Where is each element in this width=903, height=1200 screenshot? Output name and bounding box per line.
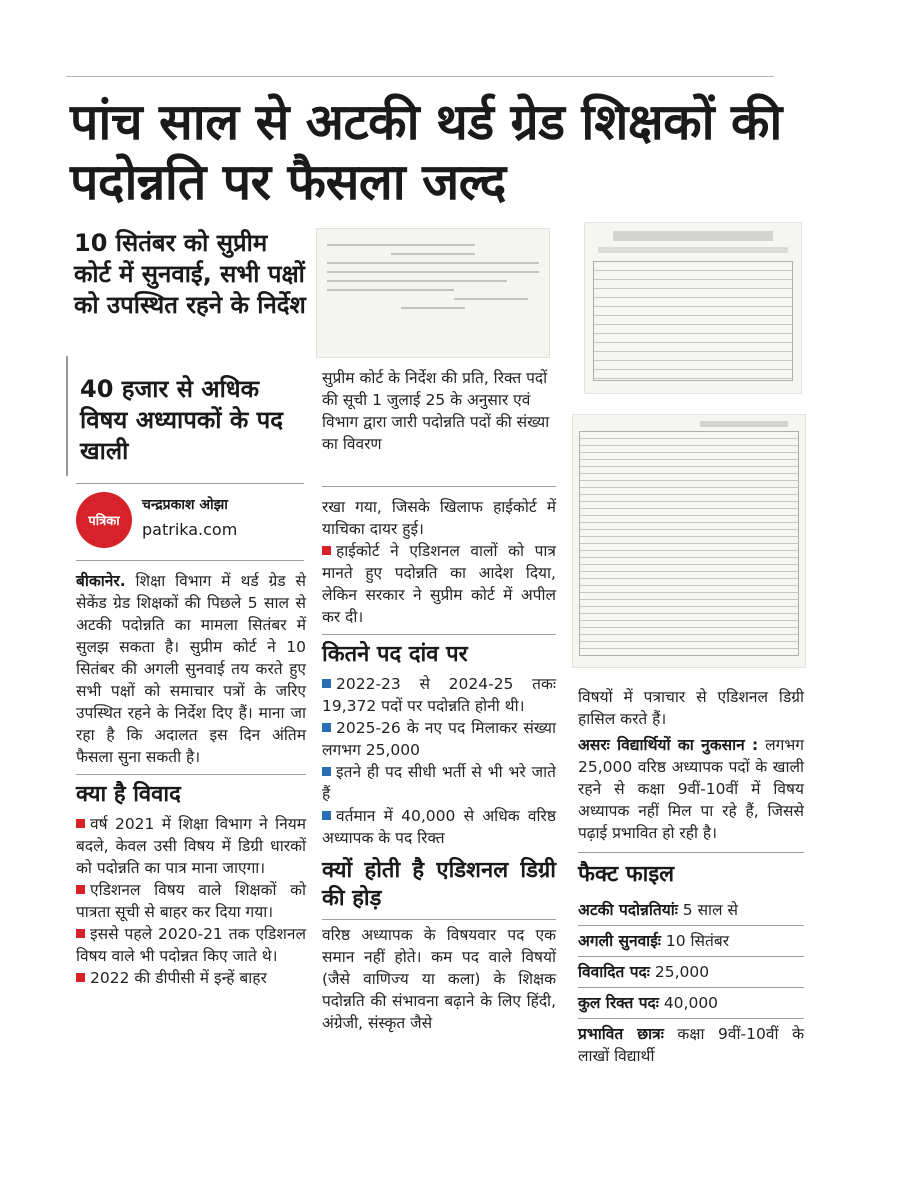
divider [322, 486, 556, 487]
list-item: एडिशनल विषय वाले शिक्षकों को पात्रता सूची से बाहर कर दिया गया। [76, 881, 306, 921]
fact-row: अगली सुनवाईः 10 सितंबर [578, 926, 804, 957]
bullet-icon [322, 767, 331, 776]
divider [76, 483, 304, 484]
continued-text: रखा गया, जिसके खिलाफ हाईकोर्ट में याचिका दायर हुई। [322, 498, 556, 538]
fact-row: अटकी पदोन्नतियांः 5 साल से [578, 895, 804, 926]
column-2 [322, 496, 556, 1034]
bullet-icon [76, 885, 85, 894]
list-item: वर्ष 2021 में शिक्षा विभाग ने नियम बदले, केवल उसी विषय में डिग्री धारकों को पदोन्नति का पात्र माना जाएगा। [76, 815, 306, 877]
impact-paragraph [578, 734, 804, 844]
divider [578, 852, 804, 853]
continued-text: विषयों में पत्राचार से एडिशनल डिग्री हासिल करते हैं। [578, 688, 804, 728]
bullet-icon [76, 973, 85, 982]
top-rule [66, 76, 774, 77]
bullet-icon [322, 811, 331, 820]
impact-text: लगभग 25,000 वरिष्ठ अध्यापक पदों के खाली रहने से कक्षा 9वीं-10वीं में विषय अध्यापक नहीं मिल पा रहे हैं, जिससे पढ़ाई प्रभावित हो रही है। [578, 736, 804, 842]
author-name: चन्द्रप्रकाश ओझा [142, 497, 228, 513]
patrika-logo: पत्रिका [76, 492, 132, 548]
divider [322, 634, 556, 635]
subheading-1: 10 सितंबर को सुप्रीम कोर्ट में सुनवाई, सभी पक्षों को उपस्थित रहने के निर्देश [74, 229, 306, 319]
section-heading: क्यों होती है एडिशनल डिग्री की होड़ [322, 858, 556, 911]
subheading-2: 40 हजार से अधिक विषय अध्यापकों के पद खाली [80, 375, 284, 465]
dateline: बीकानेर. [76, 572, 126, 590]
court-order-image [316, 228, 550, 358]
impact-label: असरः विद्यार्थियों का नुकसान : [578, 736, 759, 754]
bullet-icon [322, 679, 331, 688]
divider [76, 774, 306, 775]
fact-file-heading: फैक्ट फाइल [578, 862, 675, 887]
body-text: वरिष्ठ अध्यापक के विषयवार पद एक समान नहीं होते। कम पद वाले विषयों (जैसे वाणिज्य या कला) के शिक्षक पदोन्नति की संभावना बढ़ाने के लिए हिंदी, अंग्रेजी, संस्कृत जैसे [322, 926, 556, 1032]
list-item: इससे पहले 2020-21 तक एडिशनल विषय वाले भी पदोन्नत किए जाते थे। [76, 925, 306, 965]
vacancy-list-image [584, 222, 802, 394]
image-caption: सुप्रीम कोर्ट के निर्देश की प्रति, रिक्त पदों की सूची 1 जुलाई 25 के अनुसार एवं विभाग द्वारा जारी पदोन्नति पदों की संख्या का विवरण [322, 369, 550, 453]
list-item: 2022 की डीपीसी में इन्हें बाहर [76, 967, 306, 989]
list-item: वर्तमान में 40,000 से अधिक वरिष्ठ अध्यापक के पद रिक्त [322, 807, 556, 847]
section-heading: क्या है विवाद [76, 782, 181, 807]
list-item: हाईकोर्ट ने एडिशनल वालों को पात्र मानते हुए पदोन्नति का आदेश दिया, लेकिन सरकार ने सुप्रीम कोर्ट में अपील कर दी। [322, 542, 556, 626]
bullet-icon [322, 546, 331, 555]
subhead-divider [66, 356, 68, 476]
bullet-icon [322, 723, 331, 732]
fact-row: कुल रिक्त पदः 40,000 [578, 988, 804, 1019]
headline: पांच साल से अटकी थर्ड ग्रेड शिक्षकों की पदोन्नति पर फैसला जल्द [70, 93, 782, 211]
divider [76, 560, 304, 561]
section-heading: कितने पद दांव पर [322, 642, 468, 667]
divider [322, 919, 556, 920]
lead-text: शिक्षा विभाग में थर्ड ग्रेड से सेकेंड ग्रेड शिक्षकों की पिछले 5 साल से अटकी पदोन्नति का मामला सितंबर में सुलझ सकता है। सुप्रीम कोर्ट ने 10 सितंबर की अगली सुनवाई तय करते हुए सभी पक्षों को समाचार पत्रों के जरिए उपस्थित रहने के निर्देश दिए हैं। माना जा रहा है कि अदालत इस दिन अंतिम फैसला सुना सकती है। [76, 572, 306, 766]
list-item: इतने ही पद सीधी भर्ती से भी भरे जाते हैं [322, 763, 556, 803]
site-name: patrika.com [142, 520, 238, 539]
fact-row: विवादित पदः 25,000 [578, 957, 804, 988]
list-item: 2025-26 के नए पद मिलाकर संख्या लगभग 25,000 [322, 719, 556, 759]
column-1 [76, 570, 306, 989]
bullet-icon [76, 929, 85, 938]
promotion-posts-image [572, 414, 806, 668]
column-3 [578, 686, 804, 1071]
list-item: 2022-23 से 2024-25 तकः 19,372 पदों पर पदोन्नति होनी थी। [322, 675, 556, 715]
bullet-icon [76, 819, 85, 828]
fact-row: प्रभावित छात्रः कक्षा 9वीं-10वीं के लाखों विद्यार्थी [578, 1025, 804, 1065]
lead-paragraph [76, 570, 306, 768]
